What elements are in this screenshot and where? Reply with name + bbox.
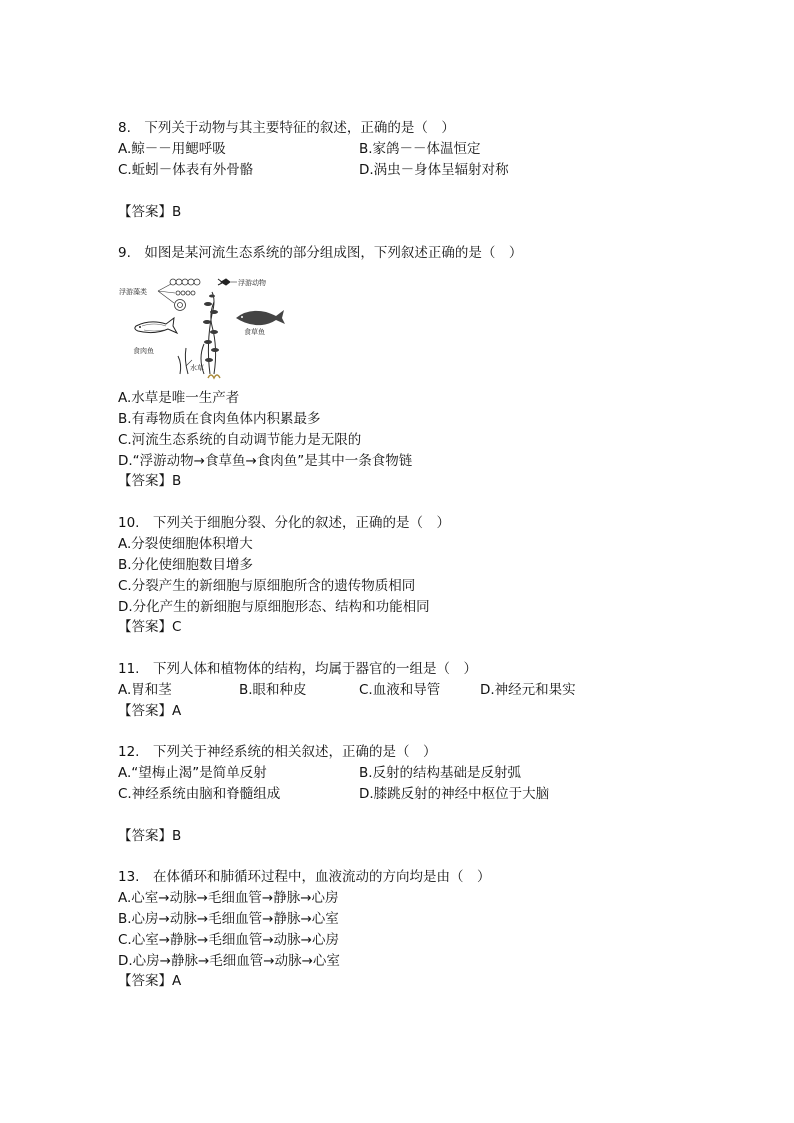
question-9-stem: 9. 如图是某河流生态系统的部分组成图，下列叙述正确的是（ ）	[118, 245, 523, 261]
question-11-option-b: B.眼和种皮	[239, 682, 307, 698]
question-13-stem: 13. 在体循环和肺循环过程中，血液流动的方向均是由（ ）	[118, 869, 491, 885]
question-8-answer: 【答案】B	[118, 204, 182, 220]
ecosystem-figure	[118, 274, 290, 384]
question-9-option-a: A.水草是唯一生产者	[118, 390, 240, 406]
question-12-stem: 12. 下列关于神经系统的相关叙述，正确的是（ ）	[118, 744, 437, 760]
question-8-option-d: D.涡虫－身体呈辐射对称	[359, 162, 509, 178]
plankton-algae-icon	[170, 279, 200, 311]
label-herbivorous-fish: 食草鱼	[244, 328, 265, 336]
question-8-option-a: A.鲸－－用鳃呼吸	[118, 141, 226, 157]
question-10-stem: 10. 下列关于细胞分裂、分化的叙述，正确的是（ ）	[118, 515, 450, 531]
question-9-option-c: C.河流生态系统的自动调节能力是无限的	[118, 432, 362, 448]
question-13-answer: 【答案】A	[118, 973, 182, 989]
question-13-option-d: D.心房→静脉→毛细血管→动脉→心室	[118, 953, 340, 969]
question-13-option-b: B.心房→动脉→毛细血管→静脉→心室	[118, 911, 339, 927]
question-10-option-a: A.分裂使细胞体积增大	[118, 536, 253, 552]
label-water-plant: 水草	[190, 364, 204, 372]
question-8-stem: 8. 下列关于动物与其主要特征的叙述，正确的是（ ）	[118, 120, 455, 136]
question-12-option-b: B.反射的结构基础是反射弧	[359, 765, 522, 781]
question-11-stem: 11. 下列人体和植物体的结构，均属于器官的一组是（ ）	[118, 661, 477, 677]
question-10-option-c: C.分裂产生的新细胞与原细胞所含的遗传物质相同	[118, 578, 416, 594]
question-11-option-d: D.神经元和果实	[480, 682, 576, 698]
question-11-option-c: C.血液和导管	[359, 682, 441, 698]
question-12-option-d: D.膝跳反射的神经中枢位于大脑	[359, 786, 550, 802]
question-8-option-b: B.家鸽－－体温恒定	[359, 141, 481, 157]
question-10-option-b: B.分化使细胞数目增多	[118, 557, 254, 573]
herbivorous-fish-icon	[236, 310, 285, 325]
question-10-answer: 【答案】C	[118, 619, 182, 635]
question-12-option-c: C.神经系统由脑和脊髓组成	[118, 786, 281, 802]
question-9-option-b: B.有毒物质在食肉鱼体内积累最多	[118, 411, 321, 427]
question-12-answer: 【答案】B	[118, 828, 182, 844]
question-11-answer: 【答案】A	[118, 703, 182, 719]
label-plankton-algae: 浮游藻类	[119, 288, 147, 296]
label-carnivorous-fish: 食肉鱼	[133, 347, 154, 355]
question-13-option-c: C.心室→静脉→毛细血管→动脉→心房	[118, 932, 339, 948]
label-zooplankton: 浮游动物	[238, 279, 266, 287]
question-13-option-a: A.心室→动脉→毛细血管→静脉→心房	[118, 890, 339, 906]
question-11-option-a: A.胃和茎	[118, 682, 172, 698]
question-9-answer: 【答案】B	[118, 473, 182, 489]
question-12-option-a: A.“望梅止渴”是简单反射	[118, 765, 267, 781]
question-10-option-d: D.分化产生的新细胞与原细胞形态、结构和功能相同	[118, 599, 430, 615]
carnivorous-fish-icon	[135, 318, 177, 333]
zooplankton-icon	[218, 279, 230, 285]
question-8-option-c: C.蚯蚓－体表有外骨骼	[118, 162, 254, 178]
question-9-option-d: D.“浮游动物→食草鱼→食肉鱼”是其中一条食物链	[118, 453, 413, 469]
